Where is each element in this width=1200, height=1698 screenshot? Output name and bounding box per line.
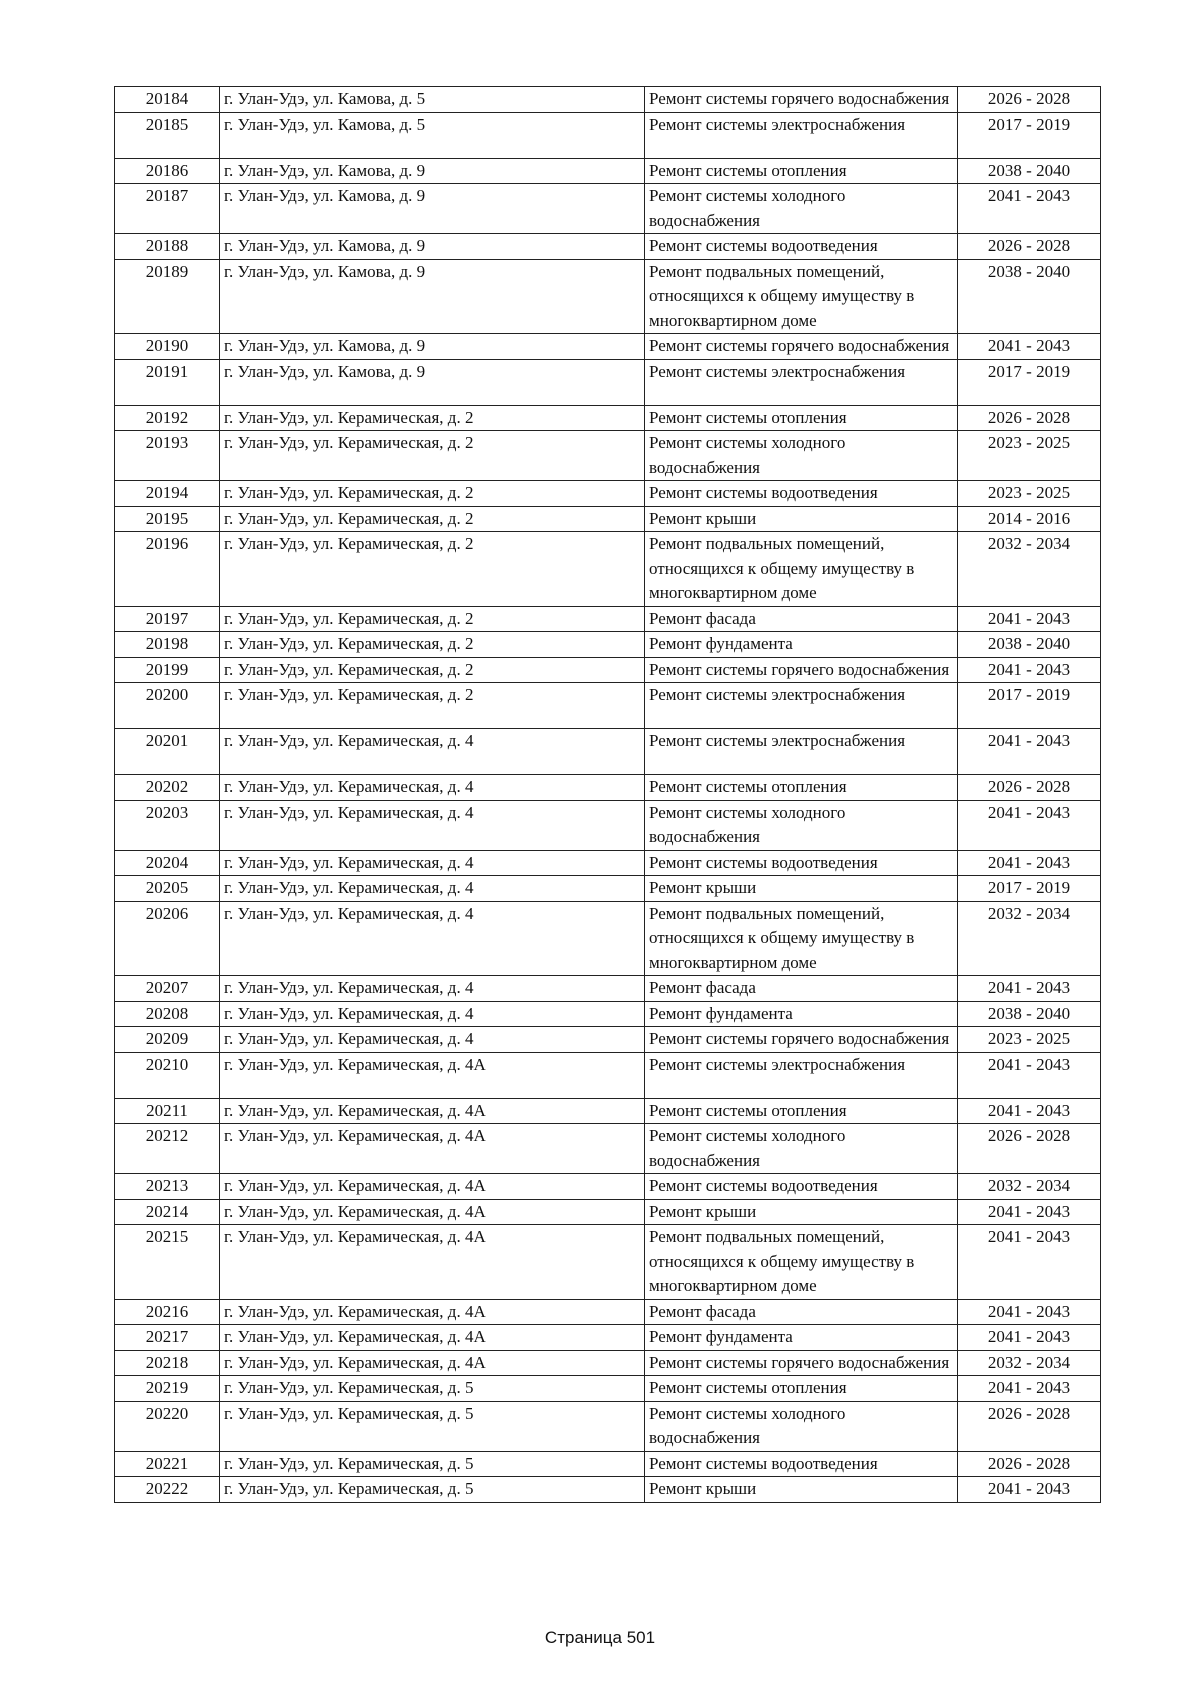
work-type-cell: Ремонт крыши (645, 506, 958, 532)
period-cell: 2026 - 2028 (958, 87, 1101, 113)
period-cell: 2041 - 2043 (958, 1325, 1101, 1351)
period-cell: 2023 - 2025 (958, 1027, 1101, 1053)
address-cell: г. Улан-Удэ, ул. Керамическая, д. 4А (220, 1098, 645, 1124)
period-cell: 2026 - 2028 (958, 405, 1101, 431)
work-type-cell: Ремонт системы отопления (645, 1376, 958, 1402)
work-type-cell: Ремонт системы холодного водоснабжения (645, 184, 958, 234)
address-cell: г. Улан-Удэ, ул. Камова, д. 5 (220, 112, 645, 158)
address-cell: г. Улан-Удэ, ул. Камова, д. 9 (220, 334, 645, 360)
row-number-cell: 20187 (115, 184, 220, 234)
row-number-cell: 20214 (115, 1199, 220, 1225)
address-cell: г. Улан-Удэ, ул. Керамическая, д. 4А (220, 1350, 645, 1376)
work-type-cell: Ремонт системы отопления (645, 775, 958, 801)
table-row (115, 657, 1101, 683)
address-cell: г. Улан-Удэ, ул. Керамическая, д. 2 (220, 683, 645, 729)
work-type-cell: Ремонт подвальных помещений, относящихся к общему имуществу в многоквартирном доме (645, 259, 958, 334)
work-type-cell: Ремонт крыши (645, 1477, 958, 1503)
table-row (115, 1174, 1101, 1200)
table-row (115, 632, 1101, 658)
table-row (115, 1325, 1101, 1351)
work-type-cell: Ремонт системы горячего водоснабжения (645, 1350, 958, 1376)
period-cell: 2017 - 2019 (958, 876, 1101, 902)
period-cell: 2017 - 2019 (958, 683, 1101, 729)
table-row (115, 1124, 1101, 1174)
address-cell: г. Улан-Удэ, ул. Керамическая, д. 4А (220, 1325, 645, 1351)
address-cell: г. Улан-Удэ, ул. Камова, д. 9 (220, 158, 645, 184)
work-type-cell: Ремонт системы водоотведения (645, 1451, 958, 1477)
table-row (115, 431, 1101, 481)
period-cell: 2041 - 2043 (958, 1199, 1101, 1225)
row-number-cell: 20219 (115, 1376, 220, 1402)
period-cell: 2041 - 2043 (958, 1376, 1101, 1402)
row-number-cell: 20197 (115, 606, 220, 632)
address-cell: г. Улан-Удэ, ул. Керамическая, д. 4 (220, 901, 645, 976)
work-type-cell: Ремонт системы электроснабжения (645, 112, 958, 158)
row-number-cell: 20201 (115, 729, 220, 775)
work-type-cell: Ремонт фундамента (645, 1001, 958, 1027)
row-number-cell: 20202 (115, 775, 220, 801)
table-row (115, 1027, 1101, 1053)
address-cell: г. Улан-Удэ, ул. Керамическая, д. 4 (220, 775, 645, 801)
work-type-cell: Ремонт системы горячего водоснабжения (645, 334, 958, 360)
work-type-cell: Ремонт крыши (645, 876, 958, 902)
table-row (115, 112, 1101, 158)
table-row (115, 234, 1101, 260)
row-number-cell: 20185 (115, 112, 220, 158)
work-type-cell: Ремонт системы холодного водоснабжения (645, 800, 958, 850)
address-cell: г. Улан-Удэ, ул. Камова, д. 9 (220, 259, 645, 334)
work-type-cell: Ремонт системы электроснабжения (645, 359, 958, 405)
row-number-cell: 20188 (115, 234, 220, 260)
table-row (115, 1376, 1101, 1402)
address-cell: г. Улан-Удэ, ул. Керамическая, д. 2 (220, 481, 645, 507)
address-cell: г. Улан-Удэ, ул. Керамическая, д. 4А (220, 1174, 645, 1200)
table-row (115, 606, 1101, 632)
row-number-cell: 20190 (115, 334, 220, 360)
row-number-cell: 20218 (115, 1350, 220, 1376)
row-number-cell: 20195 (115, 506, 220, 532)
row-number-cell: 20222 (115, 1477, 220, 1503)
table-row (115, 901, 1101, 976)
address-cell: г. Улан-Удэ, ул. Керамическая, д. 2 (220, 606, 645, 632)
row-number-cell: 20204 (115, 850, 220, 876)
period-cell: 2032 - 2034 (958, 1350, 1101, 1376)
work-type-cell: Ремонт системы холодного водоснабжения (645, 1124, 958, 1174)
table-row (115, 850, 1101, 876)
row-number-cell: 20207 (115, 976, 220, 1002)
work-type-cell: Ремонт системы горячего водоснабжения (645, 1027, 958, 1053)
row-number-cell: 20205 (115, 876, 220, 902)
period-cell: 2041 - 2043 (958, 1299, 1101, 1325)
address-cell: г. Улан-Удэ, ул. Керамическая, д. 4 (220, 876, 645, 902)
address-cell: г. Улан-Удэ, ул. Керамическая, д. 4А (220, 1052, 645, 1098)
work-type-cell: Ремонт системы водоотведения (645, 481, 958, 507)
address-cell: г. Улан-Удэ, ул. Керамическая, д. 2 (220, 506, 645, 532)
table-row (115, 1199, 1101, 1225)
address-cell: г. Улан-Удэ, ул. Керамическая, д. 4А (220, 1299, 645, 1325)
row-number-cell: 20208 (115, 1001, 220, 1027)
row-number-cell: 20192 (115, 405, 220, 431)
period-cell: 2041 - 2043 (958, 850, 1101, 876)
period-cell: 2026 - 2028 (958, 1401, 1101, 1451)
table-row (115, 259, 1101, 334)
table-row (115, 1477, 1101, 1503)
period-cell: 2026 - 2028 (958, 775, 1101, 801)
table-row (115, 1350, 1101, 1376)
period-cell: 2041 - 2043 (958, 184, 1101, 234)
row-number-cell: 20193 (115, 431, 220, 481)
work-type-cell: Ремонт системы электроснабжения (645, 683, 958, 729)
row-number-cell: 20198 (115, 632, 220, 658)
table-row (115, 1052, 1101, 1098)
address-cell: г. Улан-Удэ, ул. Керамическая, д. 5 (220, 1451, 645, 1477)
row-number-cell: 20186 (115, 158, 220, 184)
address-cell: г. Улан-Удэ, ул. Керамическая, д. 4 (220, 850, 645, 876)
period-cell: 2038 - 2040 (958, 632, 1101, 658)
address-cell: г. Улан-Удэ, ул. Камова, д. 9 (220, 234, 645, 260)
address-cell: г. Улан-Удэ, ул. Керамическая, д. 4 (220, 1001, 645, 1027)
row-number-cell: 20217 (115, 1325, 220, 1351)
table-row (115, 683, 1101, 729)
row-number-cell: 20191 (115, 359, 220, 405)
table-row (115, 481, 1101, 507)
period-cell: 2032 - 2034 (958, 901, 1101, 976)
page-number: Страница 501 (544, 1628, 656, 1647)
period-cell: 2026 - 2028 (958, 1451, 1101, 1477)
table-row (115, 729, 1101, 775)
work-type-cell: Ремонт системы отопления (645, 158, 958, 184)
period-cell: 2032 - 2034 (958, 532, 1101, 607)
period-cell: 2041 - 2043 (958, 334, 1101, 360)
row-number-cell: 20213 (115, 1174, 220, 1200)
row-number-cell: 20194 (115, 481, 220, 507)
work-type-cell: Ремонт системы отопления (645, 405, 958, 431)
address-cell: г. Улан-Удэ, ул. Керамическая, д. 5 (220, 1477, 645, 1503)
period-cell: 2026 - 2028 (958, 1124, 1101, 1174)
period-cell: 2017 - 2019 (958, 112, 1101, 158)
table-row (115, 1451, 1101, 1477)
work-type-cell: Ремонт фундамента (645, 1325, 958, 1351)
period-cell: 2032 - 2034 (958, 1174, 1101, 1200)
work-type-cell: Ремонт системы горячего водоснабжения (645, 87, 958, 113)
period-cell: 2041 - 2043 (958, 800, 1101, 850)
row-number-cell: 20199 (115, 657, 220, 683)
row-number-cell: 20212 (115, 1124, 220, 1174)
table-row (115, 158, 1101, 184)
work-type-cell: Ремонт подвальных помещений, относящихся к общему имуществу в многоквартирном доме (645, 1225, 958, 1300)
table-body (115, 87, 1101, 1503)
table-row (115, 1225, 1101, 1300)
row-number-cell: 20211 (115, 1098, 220, 1124)
period-cell: 2038 - 2040 (958, 259, 1101, 334)
address-cell: г. Улан-Удэ, ул. Керамическая, д. 4 (220, 1027, 645, 1053)
table-row (115, 506, 1101, 532)
period-cell: 2038 - 2040 (958, 158, 1101, 184)
address-cell: г. Улан-Удэ, ул. Керамическая, д. 4А (220, 1225, 645, 1300)
table-row (115, 800, 1101, 850)
work-type-cell: Ремонт фасада (645, 606, 958, 632)
period-cell: 2041 - 2043 (958, 1477, 1101, 1503)
work-type-cell: Ремонт фасада (645, 976, 958, 1002)
row-number-cell: 20189 (115, 259, 220, 334)
work-type-cell: Ремонт системы водоотведения (645, 1174, 958, 1200)
address-cell: г. Улан-Удэ, ул. Керамическая, д. 2 (220, 532, 645, 607)
period-cell: 2023 - 2025 (958, 481, 1101, 507)
row-number-cell: 20209 (115, 1027, 220, 1053)
row-number-cell: 20210 (115, 1052, 220, 1098)
period-cell: 2041 - 2043 (958, 1052, 1101, 1098)
row-number-cell: 20196 (115, 532, 220, 607)
address-cell: г. Улан-Удэ, ул. Керамическая, д. 4 (220, 729, 645, 775)
row-number-cell: 20216 (115, 1299, 220, 1325)
address-cell: г. Улан-Удэ, ул. Камова, д. 9 (220, 359, 645, 405)
table-row (115, 775, 1101, 801)
table-row (115, 405, 1101, 431)
period-cell: 2041 - 2043 (958, 976, 1101, 1002)
work-type-cell: Ремонт системы электроснабжения (645, 1052, 958, 1098)
table-row (115, 184, 1101, 234)
work-type-cell: Ремонт системы горячего водоснабжения (645, 657, 958, 683)
period-cell: 2041 - 2043 (958, 1098, 1101, 1124)
table-row (115, 334, 1101, 360)
table-row (115, 1098, 1101, 1124)
address-cell: г. Улан-Удэ, ул. Керамическая, д. 5 (220, 1401, 645, 1451)
address-cell: г. Улан-Удэ, ул. Керамическая, д. 4 (220, 800, 645, 850)
address-cell: г. Улан-Удэ, ул. Керамическая, д. 5 (220, 1376, 645, 1402)
period-cell: 2041 - 2043 (958, 657, 1101, 683)
work-type-cell: Ремонт фасада (645, 1299, 958, 1325)
work-type-cell: Ремонт крыши (645, 1199, 958, 1225)
address-cell: г. Улан-Удэ, ул. Камова, д. 5 (220, 87, 645, 113)
period-cell: 2038 - 2040 (958, 1001, 1101, 1027)
work-type-cell: Ремонт подвальных помещений, относящихся к общему имуществу в многоквартирном доме (645, 901, 958, 976)
table-row (115, 532, 1101, 607)
period-cell: 2017 - 2019 (958, 359, 1101, 405)
address-cell: г. Улан-Удэ, ул. Керамическая, д. 2 (220, 405, 645, 431)
row-number-cell: 20200 (115, 683, 220, 729)
work-type-cell: Ремонт системы водоотведения (645, 234, 958, 260)
work-type-cell: Ремонт подвальных помещений, относящихся к общему имуществу в многоквартирном доме (645, 532, 958, 607)
period-cell: 2041 - 2043 (958, 606, 1101, 632)
table-row (115, 1299, 1101, 1325)
address-cell: г. Улан-Удэ, ул. Керамическая, д. 4А (220, 1124, 645, 1174)
row-number-cell: 20203 (115, 800, 220, 850)
row-number-cell: 20215 (115, 1225, 220, 1300)
address-cell: г. Улан-Удэ, ул. Камова, д. 9 (220, 184, 645, 234)
table-row (115, 976, 1101, 1002)
address-cell: г. Улан-Удэ, ул. Керамическая, д. 2 (220, 657, 645, 683)
period-cell: 2041 - 2043 (958, 1225, 1101, 1300)
work-type-cell: Ремонт системы электроснабжения (645, 729, 958, 775)
row-number-cell: 20221 (115, 1451, 220, 1477)
work-type-cell: Ремонт системы отопления (645, 1098, 958, 1124)
table-row (115, 1001, 1101, 1027)
work-type-cell: Ремонт фундамента (645, 632, 958, 658)
period-cell: 2023 - 2025 (958, 431, 1101, 481)
address-cell: г. Улан-Удэ, ул. Керамическая, д. 4А (220, 1199, 645, 1225)
work-type-cell: Ремонт системы холодного водоснабжения (645, 431, 958, 481)
row-number-cell: 20220 (115, 1401, 220, 1451)
row-number-cell: 20206 (115, 901, 220, 976)
repair-schedule-table (114, 86, 1101, 1503)
period-cell: 2014 - 2016 (958, 506, 1101, 532)
period-cell: 2026 - 2028 (958, 234, 1101, 260)
address-cell: г. Улан-Удэ, ул. Керамическая, д. 2 (220, 431, 645, 481)
table-row (115, 1401, 1101, 1451)
work-type-cell: Ремонт системы холодного водоснабжения (645, 1401, 958, 1451)
address-cell: г. Улан-Удэ, ул. Керамическая, д. 2 (220, 632, 645, 658)
table-row (115, 876, 1101, 902)
work-type-cell: Ремонт системы водоотведения (645, 850, 958, 876)
address-cell: г. Улан-Удэ, ул. Керамическая, д. 4 (220, 976, 645, 1002)
period-cell: 2041 - 2043 (958, 729, 1101, 775)
row-number-cell: 20184 (115, 87, 220, 113)
table-row (115, 359, 1101, 405)
table-row (115, 87, 1101, 113)
